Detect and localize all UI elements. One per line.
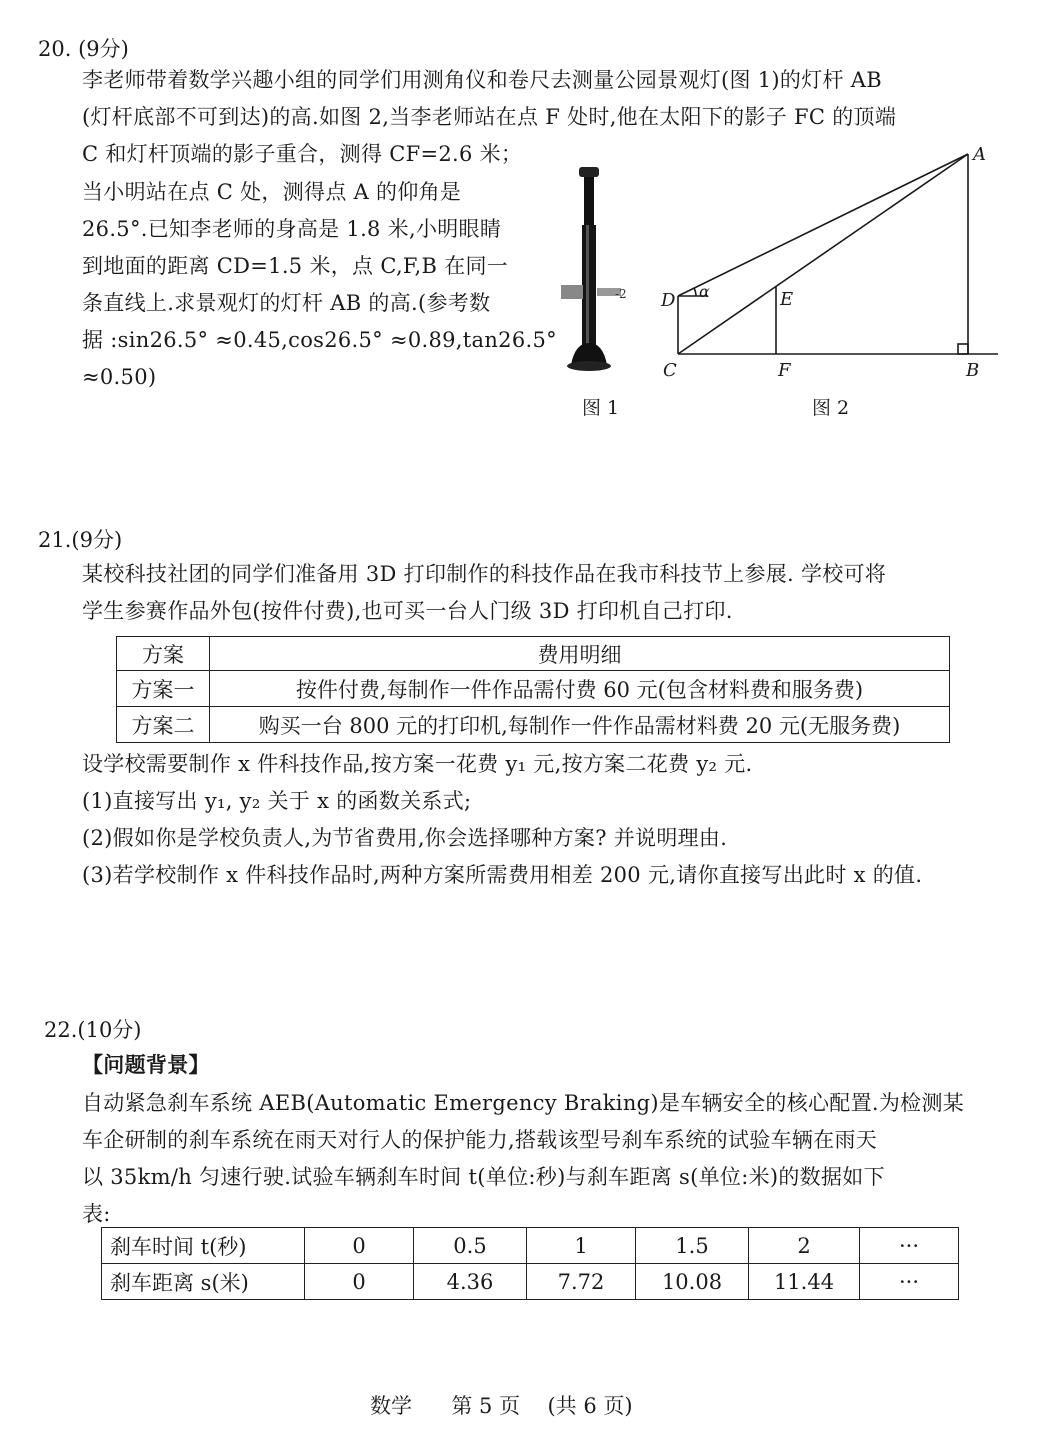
- q20-text-narrow: [82, 174, 557, 396]
- shadow-line-CA: [678, 154, 968, 354]
- table-cell: 11.44: [749, 1264, 860, 1300]
- figure-2-diagram: [650, 140, 1010, 390]
- table-cell: 10.08: [636, 1264, 749, 1300]
- table-row-time: [102, 1228, 959, 1264]
- table-cell-plan2-detail: 购买一台 800 元的打印机,每制作一件作品需材料费 20 元(无服务费): [210, 707, 950, 743]
- q20-line-2: (灯杆底部不可到达)的高.如图 2,当李老师站在点 F 处时,他在太阳下的影子 FC 的顶端: [82, 105, 897, 129]
- figure-1-caption: 图 1: [582, 397, 620, 419]
- table-header-plan: 方案: [117, 637, 210, 671]
- q21-part-1: (1)直接写出 y₁, y₂ 关于 x 的函数关系式;: [82, 789, 472, 813]
- label-alpha: α: [699, 282, 710, 301]
- q21-number: 21.(9分): [38, 528, 123, 552]
- q21-questions: [82, 746, 922, 894]
- figure-2-caption: 图 2: [812, 397, 850, 419]
- q20-line-4: 当小明站在点 C 处，测得点 A 的仰角是: [82, 180, 462, 204]
- table-cell: 1: [527, 1228, 636, 1264]
- footer-total: (共 6 页): [547, 1394, 633, 1418]
- q22-line-3: 以 35km/h 匀速行驶.试验车辆刹车时间 t(单位:秒)与刹车距离 s(单位:米)的数据如下: [82, 1165, 885, 1189]
- table-cell: 7.72: [527, 1264, 636, 1300]
- q21-part-3: (3)若学校制作 x 件科技作品时,两种方案所需费用相差 200 元,请你直接写出此时 x 的值.: [82, 863, 923, 887]
- q22-data-table: [101, 1227, 959, 1300]
- q21-plan-table: [116, 636, 950, 743]
- q20-line-5: 26.5°.已知李老师的身高是 1.8 米,小明眼睛: [82, 217, 502, 241]
- table-cell: 刹车时间 t(秒): [102, 1228, 305, 1264]
- table-cell: 0.5: [414, 1228, 527, 1264]
- table-header-row: [117, 637, 950, 671]
- svg-text:-2: -2: [615, 287, 627, 301]
- label-F: F: [778, 360, 791, 381]
- table-cell: 0: [305, 1228, 414, 1264]
- label-A: A: [973, 144, 986, 165]
- table-header-cost: 费用明细: [210, 637, 950, 671]
- page-footer: [370, 1390, 633, 1420]
- table-cell: 2: [749, 1228, 860, 1264]
- table-cell: ···: [860, 1264, 959, 1300]
- q22-line-4: 表:: [82, 1202, 111, 1226]
- figure-1-lamp-image: [555, 165, 645, 380]
- sight-line-DA: [678, 154, 968, 296]
- table-cell-plan2: 方案二: [117, 707, 210, 743]
- table-cell-plan1: 方案一: [117, 671, 210, 707]
- table-cell: 刹车距离 s(米): [102, 1264, 305, 1300]
- footer-page: 第 5 页: [451, 1394, 521, 1418]
- q21-intro-line-1: 某校科技社团的同学们准备用 3D 打印制作的科技作品在我市科技节上参展. 学校可将: [82, 562, 887, 586]
- table-cell-plan1-detail: 按件付费,每制作一件作品需付费 60 元(包含材料费和服务费): [210, 671, 950, 707]
- q22-heading: 【问题背景】: [82, 1052, 210, 1077]
- right-angle-mark: [958, 344, 968, 354]
- table-cell: 1.5: [636, 1228, 749, 1264]
- q21-intro: [82, 556, 886, 630]
- angle-alpha-arc: [694, 288, 696, 296]
- label-C: C: [663, 360, 677, 381]
- label-B: B: [966, 360, 980, 381]
- q22-line-1: 自动紧急刹车系统 AEB(Automatic Emergency Braking)是车辆安全的核心配置.为检测某: [82, 1091, 965, 1115]
- q20-number: 20. (9分): [38, 37, 129, 61]
- footer-subject: 数学: [370, 1394, 412, 1418]
- q22-line-2: 车企研制的刹车系统在雨天对行人的保护能力,搭载该型号刹车系统的试验车辆在雨天: [82, 1128, 878, 1152]
- table-row-distance: [102, 1264, 959, 1300]
- table-cell: 0: [305, 1264, 414, 1300]
- q20-line-9: ≈0.50): [82, 365, 157, 389]
- table-row: [117, 671, 950, 707]
- q20-line-3: C 和灯杆顶端的影子重合，测得 CF=2.6 米；: [82, 142, 523, 166]
- q21-setup-line: 设学校需要制作 x 件科技作品,按方案一花费 y₁ 元,按方案二花费 y₂ 元.: [82, 752, 753, 776]
- label-E: E: [780, 289, 794, 310]
- table-cell: ···: [860, 1228, 959, 1264]
- q22-text: [82, 1085, 964, 1233]
- table-cell: 4.36: [414, 1264, 527, 1300]
- q20-line-8: 据 :sin26.5° ≈0.45,cos26.5° ≈0.89,tan26.5°: [82, 328, 557, 352]
- q21-part-2: (2)假如你是学校负责人,为节省费用,你会选择哪种方案? 并说明理由.: [82, 826, 728, 850]
- q20-line-7: 条直线上.求景观灯的灯杆 AB 的高.(参考数: [82, 291, 491, 315]
- q22-number: 22.(10分): [44, 1018, 142, 1042]
- q20-line-1: 李老师带着数学兴趣小组的同学们用测角仪和卷尺去测量公园景观灯(图 1)的灯杆 AB: [82, 68, 882, 92]
- table-row: [117, 707, 950, 743]
- q21-intro-line-2: 学生参赛作品外包(按件付费),也可买一台人门级 3D 打印机自己打印.: [82, 599, 733, 623]
- q20-line-6: 到地面的距离 CD=1.5 米，点 C,F,B 在同一: [82, 254, 509, 278]
- label-D: D: [661, 290, 676, 311]
